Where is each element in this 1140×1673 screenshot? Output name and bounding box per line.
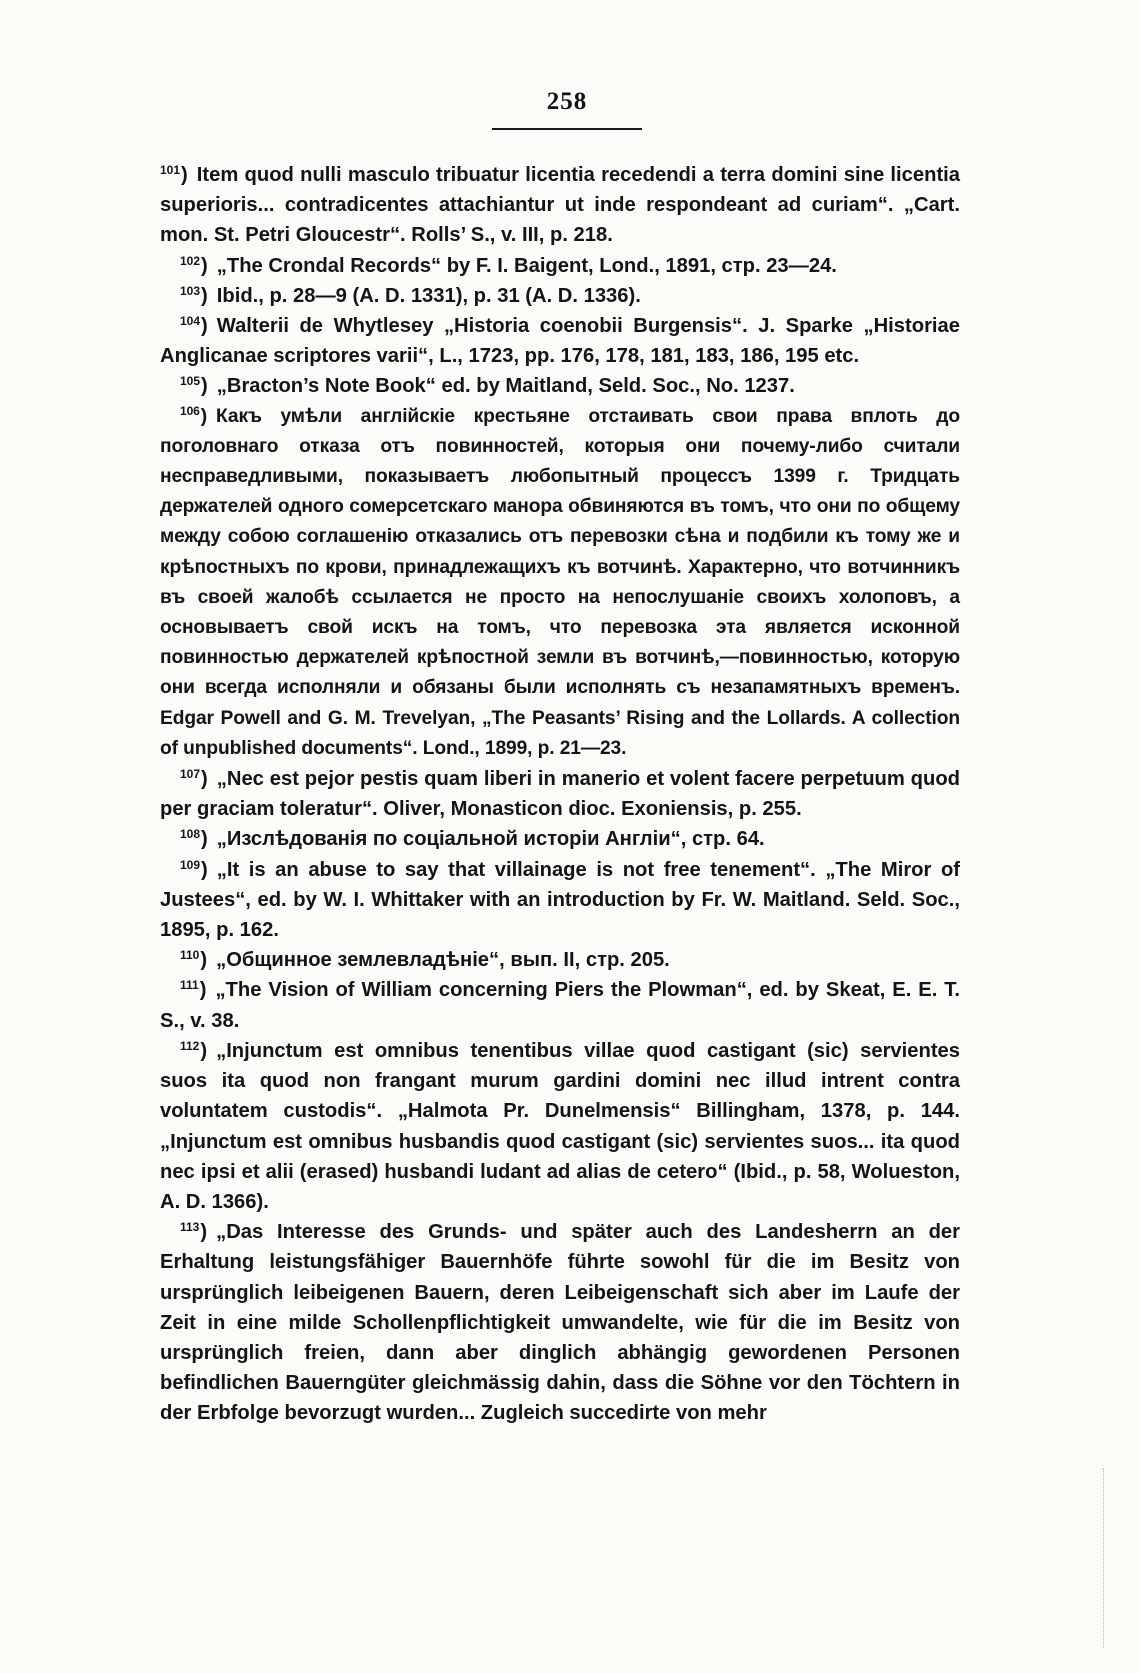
footnote-marker: 106 (180, 403, 200, 418)
footnote-text: Item quod nulli masculo tribuatur licentia recedendi a terra domini sine licentia superioris... contradicentes attachiantur ut inde respondeant ad curiam“. „Cart. mon. St. Petri Gloucestr“. Rolls’ S., v. III, p. 218. (160, 164, 960, 247)
footnote-text: „Das Interesse des Grunds- und später auch des Landesherrn an der Erhaltung leistungsfähiger Bauernhöfe führte sowohl für die im Besitz von ursprünglich leibeigenen Bauern, deren Leibeigenschaft sich aber im Laufe der Zeit in eine milde Schollenpflichtigkeit umwandelte, wie für die im Besitz von ursprünglich freien, dann aber dinglich abhängig gewordenen Personen befindlichen Bauerngüter gleichmässig dahin, dass die Söhne vor den Töchtern in der Erbfolge bevorzugt wurden... Zugleich succedirte von mehr (160, 1221, 960, 1425)
footnote-marker: 103 (180, 283, 201, 298)
footnote-marker: 107 (180, 767, 201, 782)
footnote-marker: 112 (180, 1038, 200, 1053)
footnote-marker: 105 (180, 374, 201, 389)
footnote-110: $^{110}$) „Общинное землевладѣніе“, вып. II, стр. 205. (180, 948, 670, 972)
footnote-text: Какъ умѣли англійскіе крестьяне отстаивать свои права вплоть до поголовнаго отказа отъ повинностей, которыя они почему-либо считали несправедливыми, показываетъ любопытный процессъ 1399 г. Тридцать держателей одного сомерсетскаго манора обвиняются въ томъ, что они по общему между собою соглашенію отказались отъ перевозки сѣна и подбили къ тому же и крѣпостныхъ по крови, принадлежащихъ къ вотчинѣ. Характерно, что вотчинникъ въ своей жалобѣ ссылается не просто на непослушаніе своихъ холоповъ, а основываетъ свой искъ на томъ, что перевозка эта является исконной повинностью держателей крѣпостной земли въ вотчинѣ,—повинностью, которую они всегда исполняли и обязаны были исполнять съ незапамятныхъ временъ. Edgar Powell and G. M. Trevelyan, „The Peasants’ Rising and the Lollards. A collection of unpublished documents“. Lond., 1899, p. 21—23. (160, 405, 960, 759)
footnote-text: „The Vision of William concerning Piers the Plowman“, ed. by Skeat, E. E. T. S., v. 38. (160, 979, 960, 1032)
scan-edge-mark (1103, 1468, 1105, 1648)
footnote-104: $^{104}$) Walterii de Whytlesey „Historia coenobii Burgensis“. J. Sparke „Historiae Anglicanae scriptores varii“, L., 1723, pp. 176, 178, 181, 183, 186, 195 etc. (160, 314, 960, 368)
footnote-text: „It is an abuse to say that villainage is not free tenement“. „The Miror of Justees“, ed. by W. I. Whittaker with an introduction by Fr. W. Maitland. Seld. Soc., 1895, p. 162. (160, 858, 960, 942)
footnote-text: „Общинное землевладѣніе“, вып. II, стр. 205. (216, 949, 670, 972)
footnote-text: Walterii de Whytlesey „Historia coenobii Burgensis“. J. Sparke „Historiae Anglicanae scriptores varii“, L., 1723, pp. 176, 178, 181, 183, 186, 195 etc. (160, 315, 960, 368)
page-number: 258 (546, 88, 588, 115)
footnote-113: $^{113}$) „Das Interesse des Grunds- und später auch des Landesherrn an der Erhaltung leistungsfähiger Bauernhöfe führte sowohl für die im Besitz von ursprünglich leibeigenen Bauern, deren Leibeigenschaft sich aber im Laufe der Zeit in eine milde Schollenpflichtigkeit umwandelte, wie für die im Besitz von ursprünglich freien, dann aber dinglich abhängig gewordenen Personen befindlichen Bauerngüter gleichmässig dahin, dass die Söhne vor den Töchtern in der Erbfolge bevorzugt wurden... Zugleich succedirte von mehr (160, 1220, 960, 1425)
footnote-text: „Изслѣдованія по соціальной исторіи Англіи“, стр. 64. (216, 828, 765, 851)
footnote-102: $^{102}$) „The Crondal Records“ by F. I. Baigent, Lond., 1891, стр. 23—24. (180, 253, 837, 277)
footnote-105: $^{105}$) „Bracton’s Note Book“ ed. by Maitland, Seld. Soc., No. 1237. (180, 374, 795, 398)
footnote-112: $^{112}$) „Injunctum est omnibus tenentibus villae quod castigant (sic) servientes suos ita quod non frangant murum gardini domini nec illud intrent contra voluntatem custodis“. „Halmota Pr. Dunelmensis“ Billingham, 1378, p. 144. „Injunctum est omnibus husbandis quod castigant (sic) servientes suos... ita quod nec ipsi et alii (erased) husbandi ludant ad alias de cetero“ (Ibid., p. 58, Wolueston, A. D. 1366). (160, 1038, 960, 1213)
footnote-108: $^{108}$) „Изслѣдованія по соціальной исторіи Англіи“, стр. 64. (180, 827, 765, 851)
footnotes-block (160, 160, 960, 1429)
footnote-101: $^{101}$) Item quod nulli masculo tribuatur licentia recedendi a terra domini sine licentia superioris... contradicentes attachiantur ut inde respondeant ad curiam“. „Cart. mon. St. Petri Gloucestr“. Rolls’ S., v. III, p. 218. (160, 163, 960, 247)
footnote-marker: 110 (180, 948, 200, 963)
footnote-107: $^{107}$) „Nec est pejor pestis quam liberi in manerio et volent facere perpetuum quod per graciam toleratur“. Oliver, Monasticon dioc. Exoniensis, p. 255. (160, 767, 960, 821)
footnote-marker: 101 (160, 163, 181, 177)
footnote-marker: 113 (180, 1220, 200, 1235)
footnote-text: Ibid., p. 28—9 (A. D. 1331), p. 31 (A. D. 1336). (216, 284, 641, 307)
footnote-marker: 108 (180, 827, 201, 842)
footnote-text: „Bracton’s Note Book“ ed. by Maitland, Seld. Soc., No. 1237. (216, 375, 795, 398)
page-number-rule (492, 128, 642, 130)
footnote-103: $^{103}$) Ibid., p. 28—9 (A. D. 1331), p. 31 (A. D. 1336). (180, 283, 641, 307)
footnote-111: $^{111}$) „The Vision of William concerning Piers the Plowman“, ed. by Skeat, E. E. T. S., v. 38. (160, 978, 960, 1032)
footnote-text: „Injunctum est omnibus tenentibus villae quod castigant (sic) servientes suos ita quod non frangant murum gardini domini nec illud intrent contra voluntatem custodis“. „Halmota Pr. Dunelmensis“ Billingham, 1378, p. 144. „Injunctum est omnibus husbandis quod castigant (sic) servientes suos... ita quod nec ipsi et alii (erased) husbandi ludant ad alias de cetero“ (Ibid., p. 58, Wolueston, A. D. 1366). (160, 1039, 960, 1213)
footnote-text: „Nec est pejor pestis quam liberi in manerio et volent facere perpetuum quod per graciam toleratur“. Oliver, Monasticon dioc. Exoniensis, p. 255. (160, 768, 960, 821)
footnote-106: $^{106}$) Какъ умѣли англійскіе крестьяне отстаивать свои права вплоть до поголовнаго отказа отъ повинностей, которыя они почему-либо считали несправедливыми, показываетъ любопытный процессъ 1399 г. Тридцать держателей одного сомерсетскаго манора обвиняются въ томъ, что они по общему между собою соглашенію отказались отъ перевозки сѣна и подбили къ тому же и крѣпостныхъ по крови, принадлежащихъ къ вотчинѣ. Характерно, что вотчинникъ въ своей жалобѣ ссылается не просто на непослушаніе своихъ холоповъ, а основываетъ свой искъ на томъ, что перевозка эта является исконной повинностью держателей крѣпостной земли въ вотчинѣ,—повинностью, которую они всегда исполняли и обязаны были исполнять съ незапамятныхъ временъ. Edgar Powell and G. M. Trevelyan, „The Peasants’ Rising and the Lollards. A collection of unpublished documents“. Lond., 1899, p. 21—23. (160, 403, 960, 759)
footnote-marker: 111 (180, 978, 199, 993)
footnote-marker: 109 (180, 857, 201, 872)
footnote-109: $^{109}$) „It is an abuse to say that villainage is not free tenement“. „The Miror of Justees“, ed. by W. I. Whittaker with an introduction by Fr. W. Maitland. Seld. Soc., 1895, p. 162. (160, 857, 960, 942)
footnote-marker: 102 (180, 253, 201, 268)
footnote-text: „The Crondal Records“ by F. I. Baigent, Lond., 1891, стр. 23—24. (216, 254, 837, 277)
footnote-marker: 104 (180, 314, 201, 329)
